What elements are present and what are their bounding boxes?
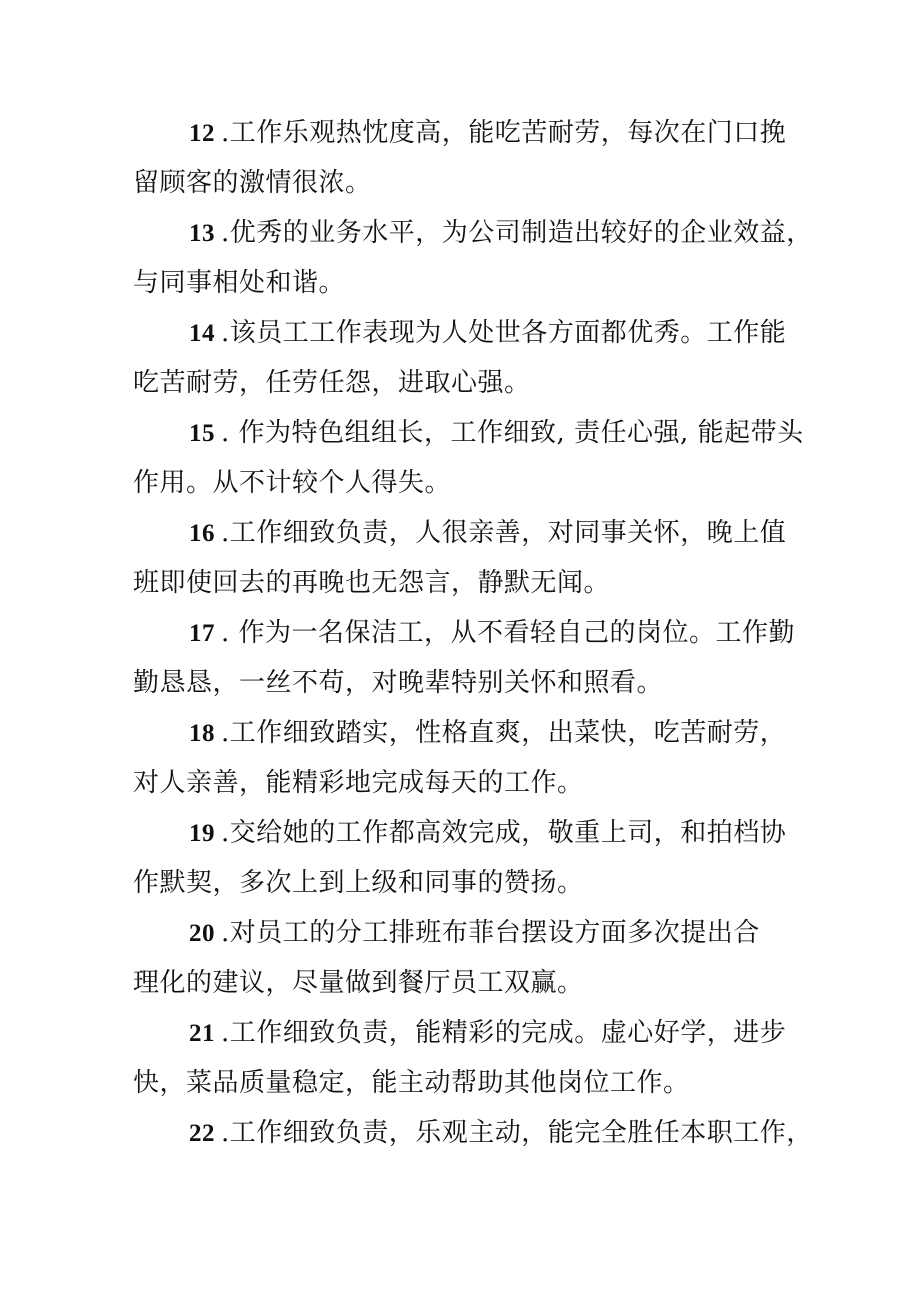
item-first-line [133, 508, 793, 558]
item-text: .工作细致负责，乐观主动，能完全胜任本职工作， [221, 1118, 813, 1148]
item-first-line [133, 1008, 793, 1058]
item-continuation: 班即使回去的再晚也无怨言，静默无闻。 [133, 568, 611, 598]
item-text: .工作乐观热忱度高，能吃苦耐劳，每次在门口挽 [221, 118, 787, 148]
list-item [133, 608, 796, 708]
item-number: 18 [189, 720, 215, 747]
item-first-line [133, 908, 793, 958]
item-continuation: 理化的建议，尽量做到餐厅员工双赢。 [133, 968, 584, 998]
item-text: .该员工工作表现为人处世各方面都优秀。工作能 [221, 318, 787, 348]
item-number: 20 [189, 920, 215, 947]
item-text: .工作细致踏实，性格直爽，出菜快，吃苦耐劳， [221, 718, 787, 748]
list-item [133, 908, 793, 1008]
item-first-line [133, 108, 793, 158]
item-number: 21 [189, 1020, 215, 1047]
list-item [133, 308, 793, 408]
item-number: 16 [189, 520, 215, 547]
list-item [133, 808, 793, 908]
item-text: .优秀的业务水平，为公司制造出较好的企业效益， [221, 218, 813, 248]
item-first-line [133, 308, 793, 358]
list-item [133, 708, 793, 808]
list-item [133, 108, 793, 208]
item-continuation: 勤恳恳，一丝不苟，对晚辈特别关怀和照看。 [133, 668, 664, 698]
list-item [133, 208, 813, 308]
item-number: 22 [189, 1120, 215, 1147]
item-text: .对员工的分工排班布菲台摆设方面多次提出合 [221, 918, 760, 948]
item-first-line [133, 1108, 813, 1158]
item-first-line [133, 708, 793, 758]
item-number: 14 [189, 320, 215, 347]
item-text: .工作细致负责，能精彩的完成。虚心好学，进步 [221, 1018, 787, 1048]
item-continuation: 与同事相处和谐。 [133, 268, 346, 298]
item-number: 15 [189, 420, 215, 447]
item-number: 12 [189, 120, 215, 147]
item-text: . 作为一名保洁工，从不看轻自己的岗位。工作勤 [221, 618, 796, 648]
item-first-line [133, 608, 796, 658]
list-item [133, 408, 804, 508]
item-text: .交给她的工作都高效完成，敬重上司，和拍档协 [221, 818, 787, 848]
item-text: . 作为特色组组长，工作细致, 责任心强, 能起带头 [221, 418, 804, 448]
evaluation-list [133, 108, 813, 1158]
item-number: 19 [189, 820, 215, 847]
item-continuation: 吃苦耐劳，任劳任怨，进取心强。 [133, 368, 531, 398]
item-first-line [133, 408, 804, 458]
list-item [133, 508, 793, 608]
item-continuation: 作用。从不计较个人得失。 [133, 468, 452, 498]
item-continuation: 对人亲善，能精彩地完成每天的工作。 [133, 768, 584, 798]
list-item [133, 1008, 793, 1108]
item-first-line [133, 808, 793, 858]
item-first-line [133, 208, 813, 258]
item-number: 13 [189, 220, 215, 247]
item-number: 17 [189, 620, 215, 647]
item-continuation: 作默契，多次上到上级和同事的赞扬。 [133, 868, 584, 898]
item-continuation: 留顾客的激情很浓。 [133, 168, 372, 198]
item-text: .工作细致负责，人很亲善，对同事关怀，晚上值 [221, 518, 787, 548]
item-continuation: 快，菜品质量稳定，能主动帮助其他岗位工作。 [133, 1068, 690, 1098]
list-item [133, 1108, 813, 1158]
